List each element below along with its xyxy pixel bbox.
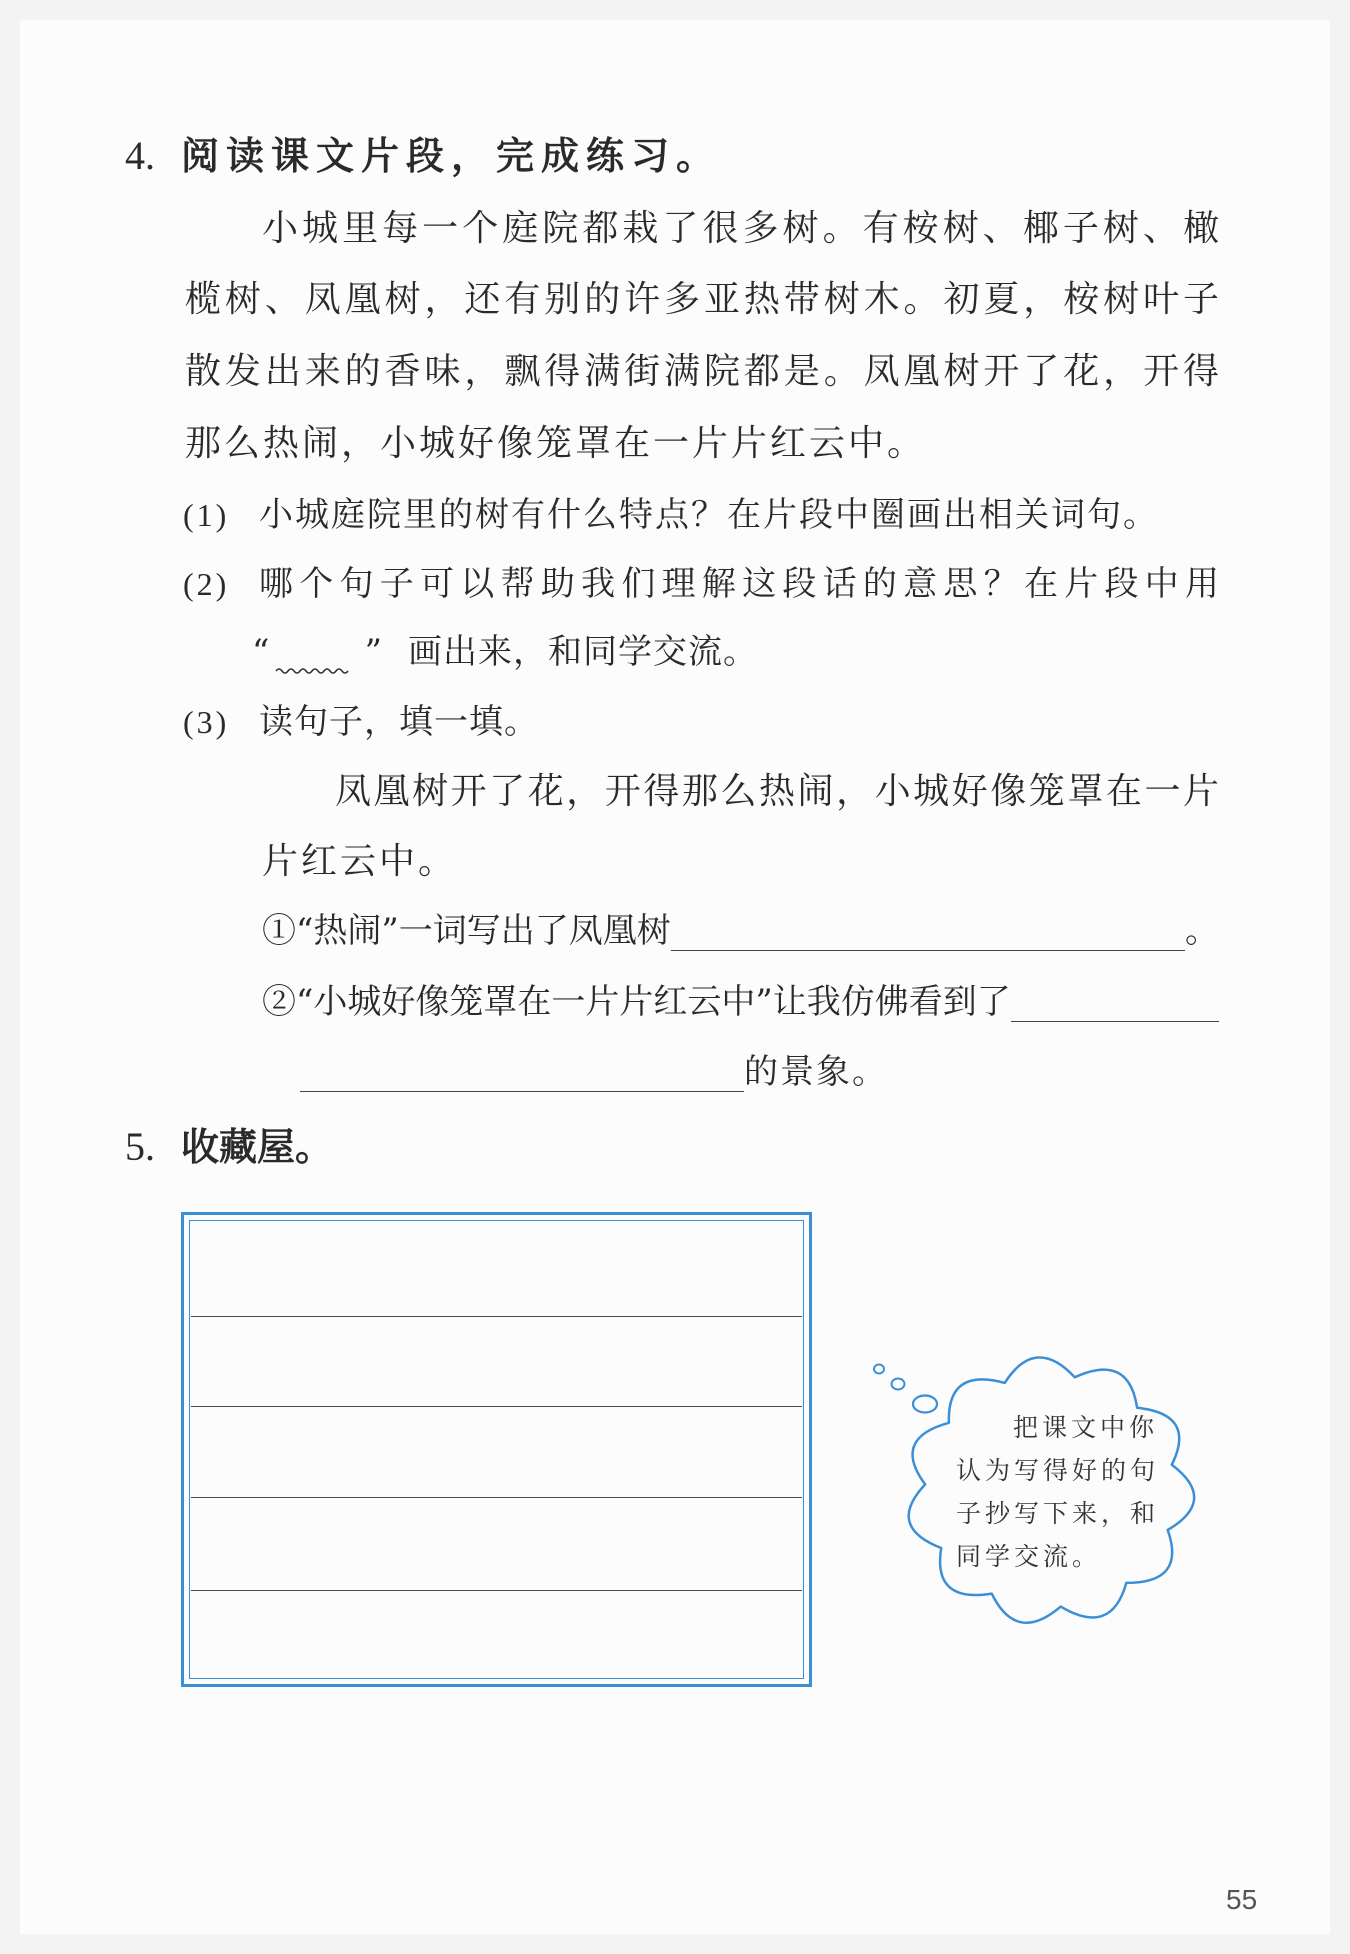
question-3-label: (3) [183,704,230,740]
open-quote: “ [252,632,270,672]
exercise-4-heading [125,130,155,182]
exercise-4-title: 阅读课文片段，完成练习。 [181,133,722,178]
question-2-text: 哪个句子可以帮助我们理解这段话的意思？在片段中用 [259,564,1219,604]
question-2-label: (2) [183,566,230,602]
exercise-5-heading [125,1121,155,1173]
question-2-cont-text: 画出来，和同学交流。 [408,632,758,672]
exercise-4-number: 4. [125,133,155,178]
writing-line [191,1406,802,1407]
writing-box [181,1212,812,1687]
fill-item-2-blank-a [1011,977,1219,1022]
fill-item-2-continuation [300,1047,888,1097]
writing-line [191,1590,802,1591]
bubble-line-3: 子抄写下来，和 [956,1499,1160,1528]
fill-item-2 [262,977,1219,1027]
fill-item-1-blank [671,906,1185,951]
passage-line-4: 那么热闹，小城好像笼罩在一片片红云中。 [185,423,927,464]
fill-item-1-suffix: 。 [1185,911,1219,951]
writing-box-inner-border [189,1220,804,1679]
bubble-dot-medium [892,1379,905,1390]
close-quote: ” [364,632,382,672]
fill-item-2-suffix: 的景象。 [744,1052,888,1092]
bubble-line-4: 同学交流。 [956,1542,1102,1571]
writing-line [191,1316,802,1317]
fill-item-2-blank-b [300,1047,744,1092]
passage-line-2: 榄树、凤凰树，还有别的许多亚热带树木。初夏，桉树叶子 [185,279,1219,320]
writing-line [191,1497,802,1498]
question-2-continuation [252,627,758,677]
passage-line-1: 小城里每一个庭院都栽了很多树。有桉树、椰子树、橄 [262,208,1219,249]
passage-line-3: 散发出来的香味，飘得满街满院都是。凤凰树开了花，开得 [185,351,1219,392]
bubble-line-1: 把课文中你 [1013,1413,1159,1442]
wavy-underline-icon [274,627,352,677]
fill-item-1-prefix: ①“热闹”一词写出了凤凰树 [262,911,671,951]
question-1-label: (1) [183,497,230,533]
exercise-5-title: 收藏屋。 [181,1124,334,1169]
exercise-5-number: 5. [125,1124,155,1169]
fill-item-1 [262,906,1219,956]
page-number: 55 [1226,1884,1258,1915]
bubble-line-2: 认为写得好的句 [956,1456,1160,1485]
quoted-sentence-line-1: 凤凰树开了花，开得那么热闹，小城好像笼罩在一片 [335,771,1219,812]
bubble-text [956,1406,1171,1578]
bubble-dot-large [913,1396,937,1413]
question-3-text: 读句子，填一填。 [259,702,539,742]
question-1-text: 小城庭院里的树有什么特点？在片段中圈画出相关词句。 [259,495,1159,535]
bubble-dot-small [874,1365,884,1374]
quoted-sentence-line-2: 片红云中。 [262,841,458,882]
fill-item-2-prefix: ②“小城好像笼罩在一片片红云中”让我仿佛看到了 [262,982,1011,1022]
